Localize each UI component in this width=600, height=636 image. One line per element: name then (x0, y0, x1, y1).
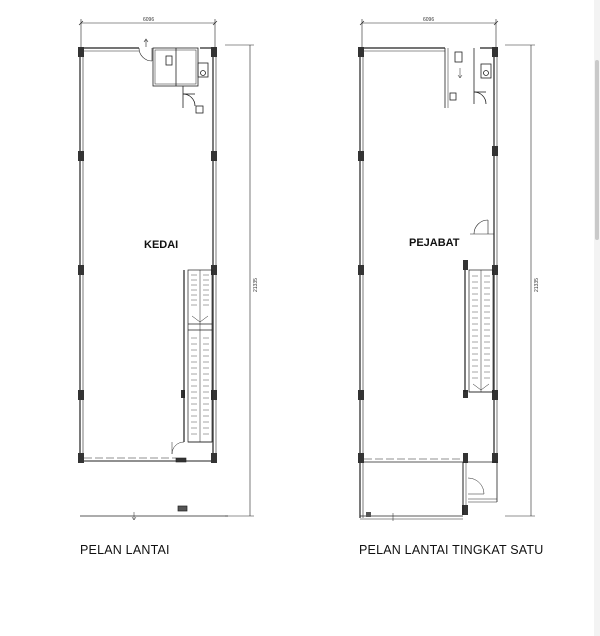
first-width-dimension (360, 19, 498, 50)
first-floor-title: PELAN LANTAI TINGKAT SATU (359, 543, 544, 557)
first-front-balcony (360, 459, 497, 521)
ground-wc-block (139, 39, 208, 113)
ground-length-label: 21335 (253, 278, 259, 292)
first-staircase (465, 270, 493, 392)
first-length-dimension (505, 45, 535, 516)
ground-staircase (172, 270, 212, 454)
ground-floor-plan (78, 17, 259, 520)
first-room-label: PEJABAT (409, 237, 460, 249)
first-columns (358, 47, 498, 515)
first-length-label: 21335 (534, 278, 540, 292)
ground-front-glazing (84, 458, 211, 462)
vertical-scrollbar[interactable] (594, 0, 600, 636)
ground-frontage-line (80, 506, 228, 520)
first-office-door (470, 220, 494, 234)
ground-room-label: KEDAI (144, 239, 179, 251)
first-floor-plan (358, 17, 540, 521)
first-wc-block (445, 48, 491, 108)
ground-floor-title: PELAN LANTAI (80, 543, 170, 557)
ground-width-label: 6096 (143, 17, 155, 23)
ground-length-dimension (225, 45, 254, 516)
ground-width-dimension (79, 19, 217, 50)
scrollbar-thumb[interactable] (595, 60, 599, 240)
first-width-label: 6096 (423, 17, 435, 23)
